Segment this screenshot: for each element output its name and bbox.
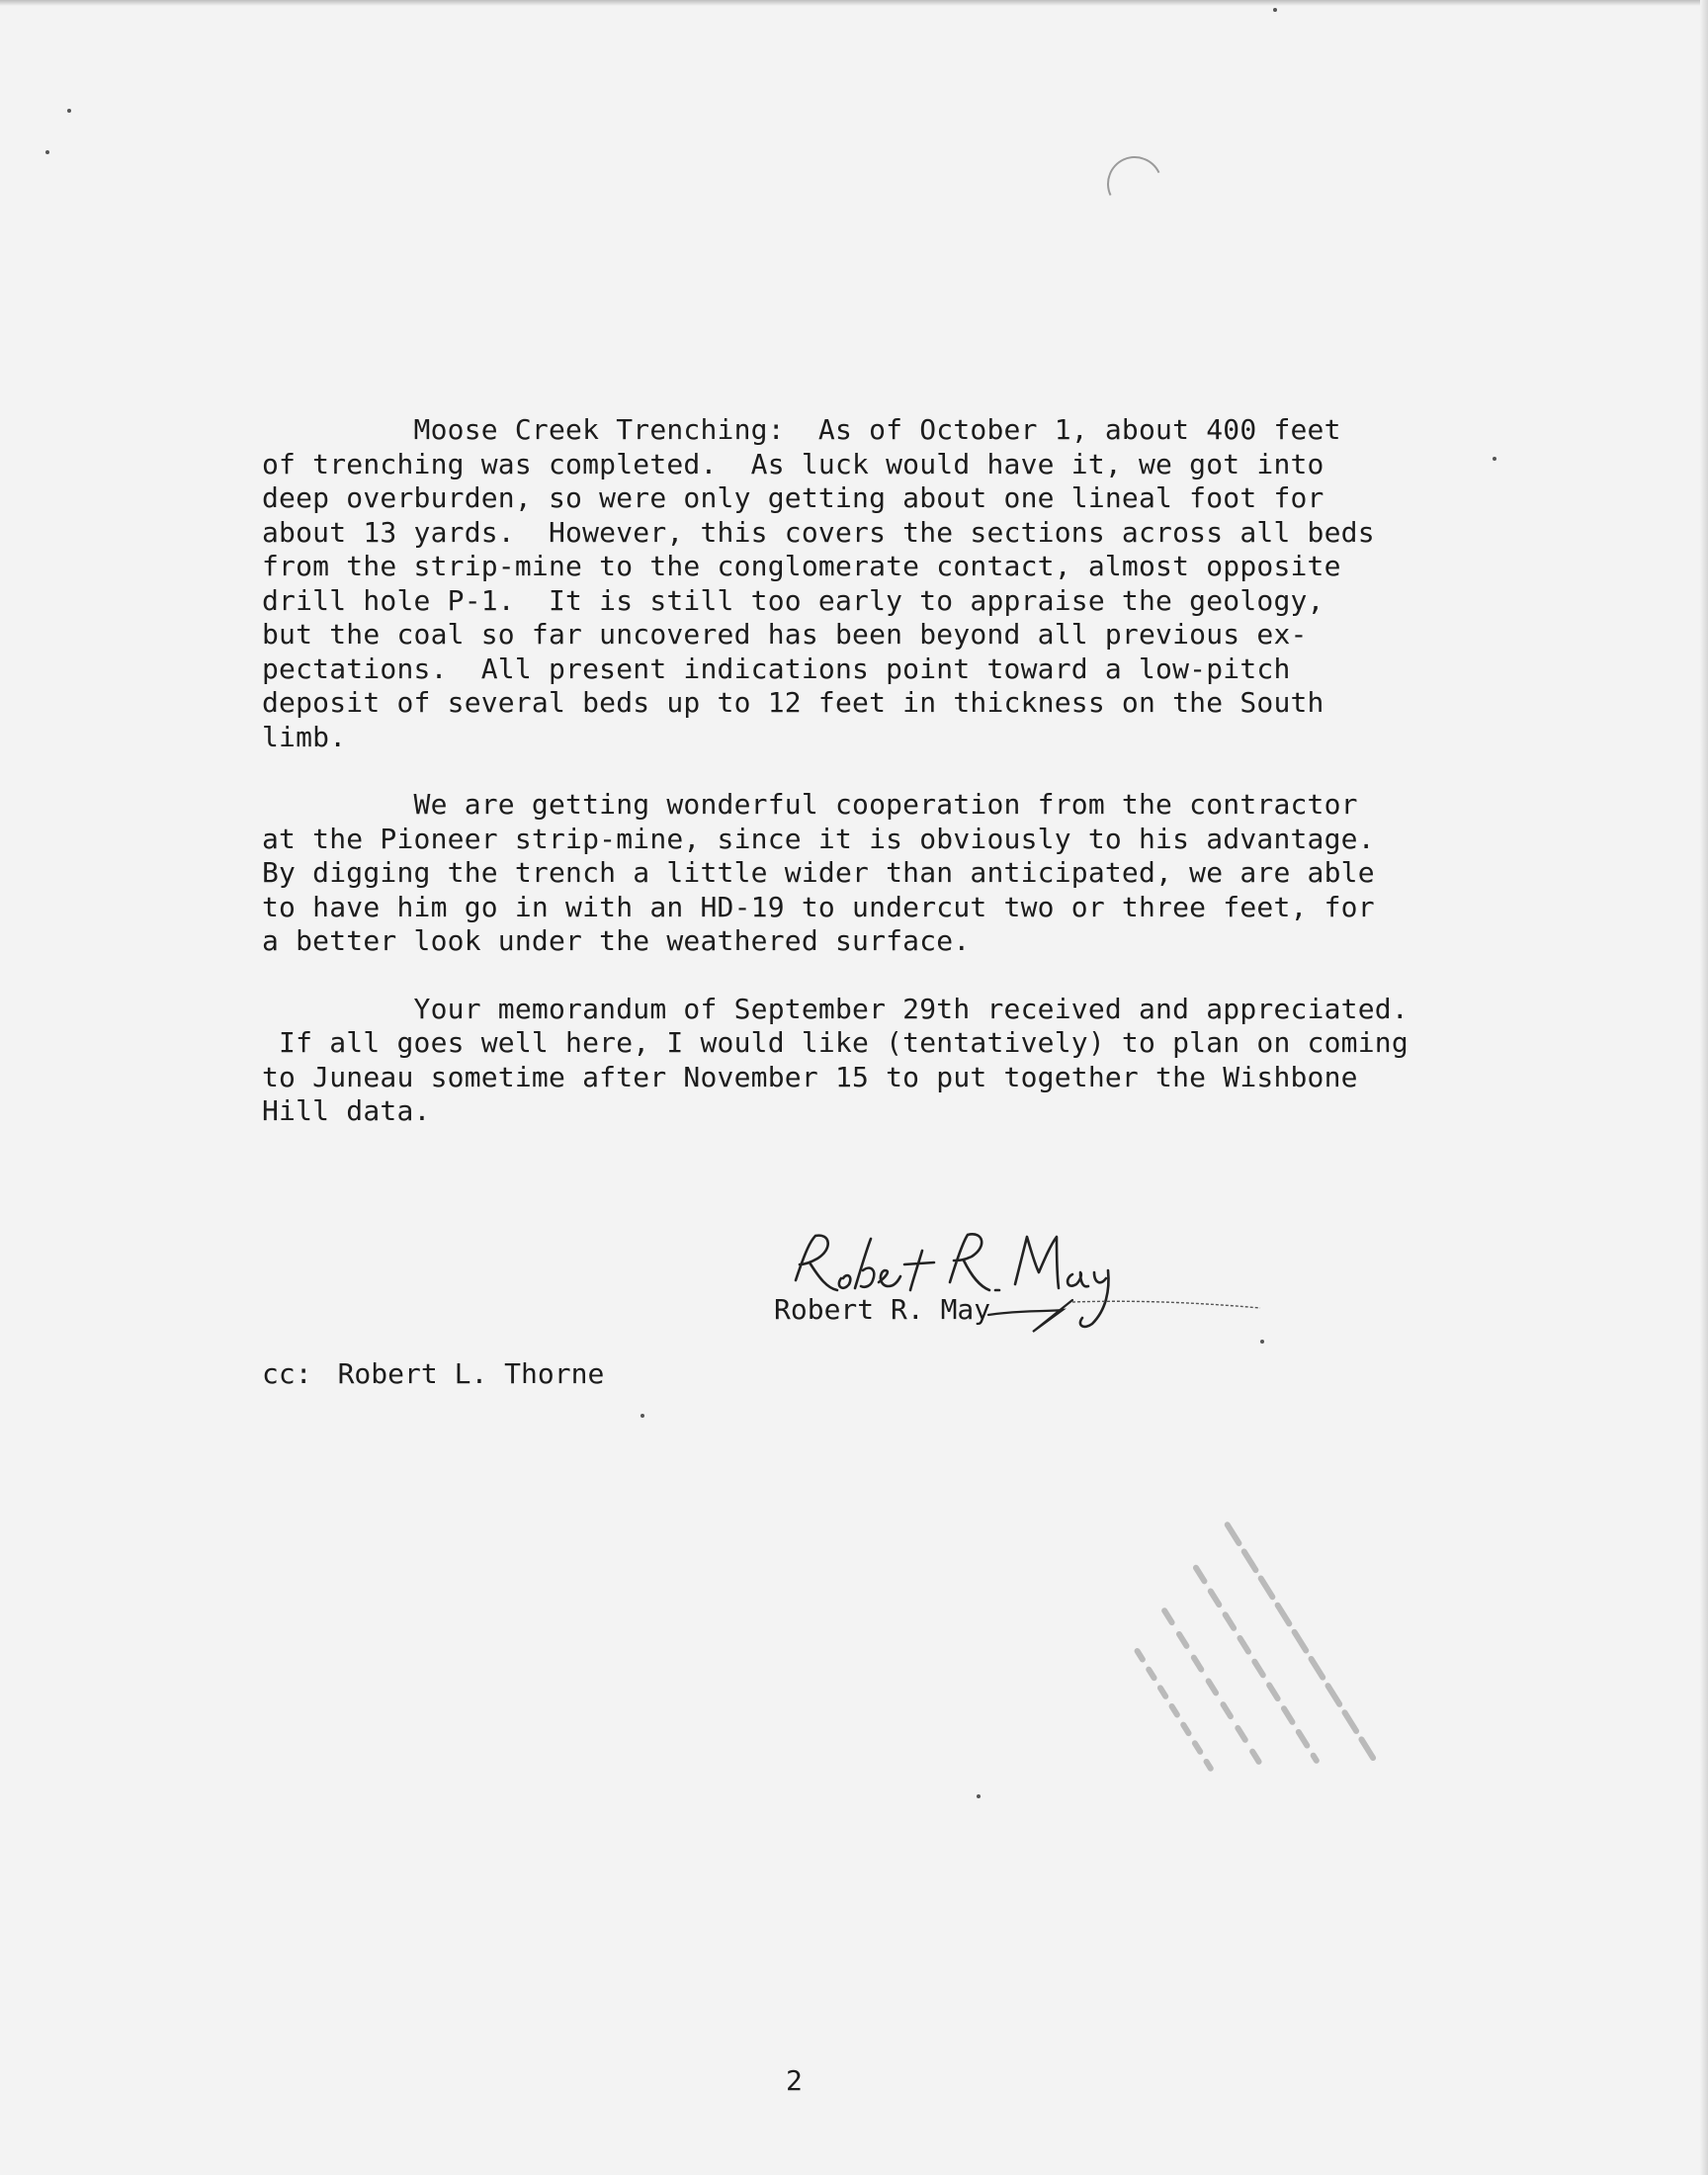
text-line: to have him go in with an HD-19 to undercut two or three feet, for: [262, 890, 1375, 923]
cc-label: cc:: [262, 1357, 312, 1390]
signer-typed-name: Robert R. May: [774, 1293, 991, 1326]
letter-body: [262, 413, 1448, 1163]
faded-receipt-stamp: [1058, 1487, 1423, 1884]
text-line: pectations. All present indications point toward a low-pitch: [262, 652, 1291, 685]
text-line: Hill data.: [262, 1094, 431, 1127]
speck: [1493, 457, 1496, 461]
paragraph-trenching: [262, 413, 1448, 754]
text-line: but the coal so far uncovered has been beyond all previous ex-: [262, 618, 1308, 651]
text-line: We are getting wonderful cooperation from the contractor: [262, 788, 1358, 821]
cc-recipient: Robert L. Thorne: [337, 1357, 605, 1390]
speck: [640, 1414, 644, 1418]
text-line: limb.: [262, 720, 347, 753]
text-line: Moose Creek Trenching: As of October 1, about 400 feet: [262, 413, 1341, 446]
text-line: deposit of several beds up to 12 feet in thickness on the South: [262, 686, 1324, 719]
text-line: from the strip-mine to the conglomerate contact, almost opposite: [262, 550, 1341, 582]
scan-top-edge: [0, 0, 1708, 6]
paragraph-cooperation: [262, 788, 1448, 959]
text-line: at the Pioneer strip-mine, since it is obviously to his advantage.: [262, 822, 1375, 855]
text-line: of trenching was completed. As luck would have it, we got into: [262, 447, 1324, 480]
text-line: about 13 yards. However, this covers the sections across all beds: [262, 515, 1375, 549]
text-line: If all goes well here, I would like (tentatively) to plan on coming: [262, 1026, 1409, 1059]
text-line: deep overburden, so were only getting about one lineal foot for: [262, 481, 1324, 514]
speck: [67, 109, 71, 113]
speck: [1260, 1340, 1264, 1344]
paragraph-memorandum: [262, 993, 1448, 1129]
scan-right-edge: [1700, 0, 1708, 2175]
punch-hole-mark: [1099, 148, 1170, 219]
text-line: Your memorandum of September 29th received and appreciated.: [262, 992, 1409, 1025]
speck: [977, 1794, 981, 1798]
text-line: By digging the trench a little wider than anticipated, we are able: [262, 856, 1375, 889]
speck: [45, 150, 49, 154]
page-number: 2: [786, 2064, 803, 2097]
text-line: a better look under the weathered surface.: [262, 924, 971, 957]
cc-line: [262, 1357, 604, 1390]
text-line: drill hole P-1. It is still too early to appraise the geology,: [262, 583, 1324, 617]
text-line: to Juneau sometime after November 15 to put together the Wishbone: [262, 1060, 1358, 1093]
speck: [1273, 8, 1277, 12]
